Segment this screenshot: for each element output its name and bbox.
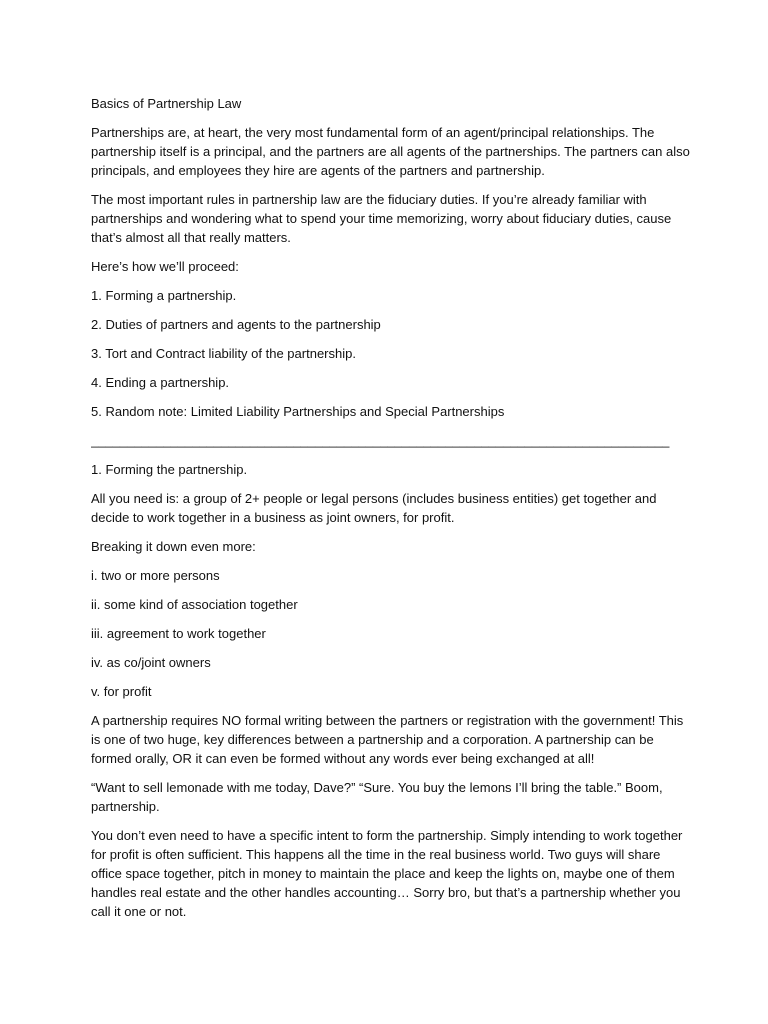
- section-paragraph: Breaking it down even more:: [91, 539, 256, 554]
- document-title: Basics of Partnership Law: [91, 96, 242, 111]
- document-body: [91, 94, 691, 931]
- outline-item: 5. Random note: Limited Liability Partnerships and Special Partnerships: [91, 404, 505, 419]
- element-item: iii. agreement to work together: [91, 626, 266, 641]
- intro-paragraph: Partnerships are, at heart, the very most fundamental form of an agent/principal relationships. The partnership itself is a principal, and the partners are all agents of the partnerships. The partners can also principals, and employees they hire are agents of the partners and partnership.: [91, 125, 690, 178]
- outline-item: 4. Ending a partnership.: [91, 375, 230, 390]
- element-item: v. for profit: [91, 684, 152, 699]
- section-paragraph: All you need is: a group of 2+ people or legal persons (includes business entities) get together and decide to work together in a business as joint owners, for profit.: [91, 491, 657, 525]
- section-divider: ________________________________________________________________________________: [91, 433, 670, 448]
- outline-item: 3. Tort and Contract liability of the partnership.: [91, 346, 356, 361]
- closing-paragraph: A partnership requires NO formal writing between the partners or registration with the government! This is one of two huge, key differences between a partnership and a corporation. A partnership can be formed orally, OR it can even be formed without any words ever being exchanged at all!: [91, 713, 684, 766]
- element-item: i. two or more persons: [91, 568, 220, 583]
- outline-item: 2. Duties of partners and agents to the partnership: [91, 317, 381, 332]
- element-item: iv. as co/joint owners: [91, 655, 211, 670]
- outline-item: 1. Forming a partnership.: [91, 288, 237, 303]
- intro-paragraph: Here’s how we’ll proceed:: [91, 259, 239, 274]
- section-heading: 1. Forming the partnership.: [91, 462, 248, 477]
- element-item: ii. some kind of association together: [91, 597, 298, 612]
- closing-paragraph: You don’t even need to have a specific intent to form the partnership. Simply intending to work together for profit is often sufficient. This happens all the time in the real business world. Two guys will share office space together, pitch in money to maintain the place and keep the lights on, maybe one of them handles real estate and the other handles accounting… Sorry bro, but that’s a partnership whether you call it one or not.: [91, 828, 683, 919]
- closing-paragraph: “Want to sell lemonade with me today, Dave?” “Sure. You buy the lemons I’ll bring the table.” Boom, partnership.: [91, 780, 663, 814]
- intro-paragraph: The most important rules in partnership law are the fiduciary duties. If you’re already familiar with partnerships and wondering what to spend your time memorizing, worry about fiduciary duties, cause that’s almost all that really matters.: [91, 192, 672, 245]
